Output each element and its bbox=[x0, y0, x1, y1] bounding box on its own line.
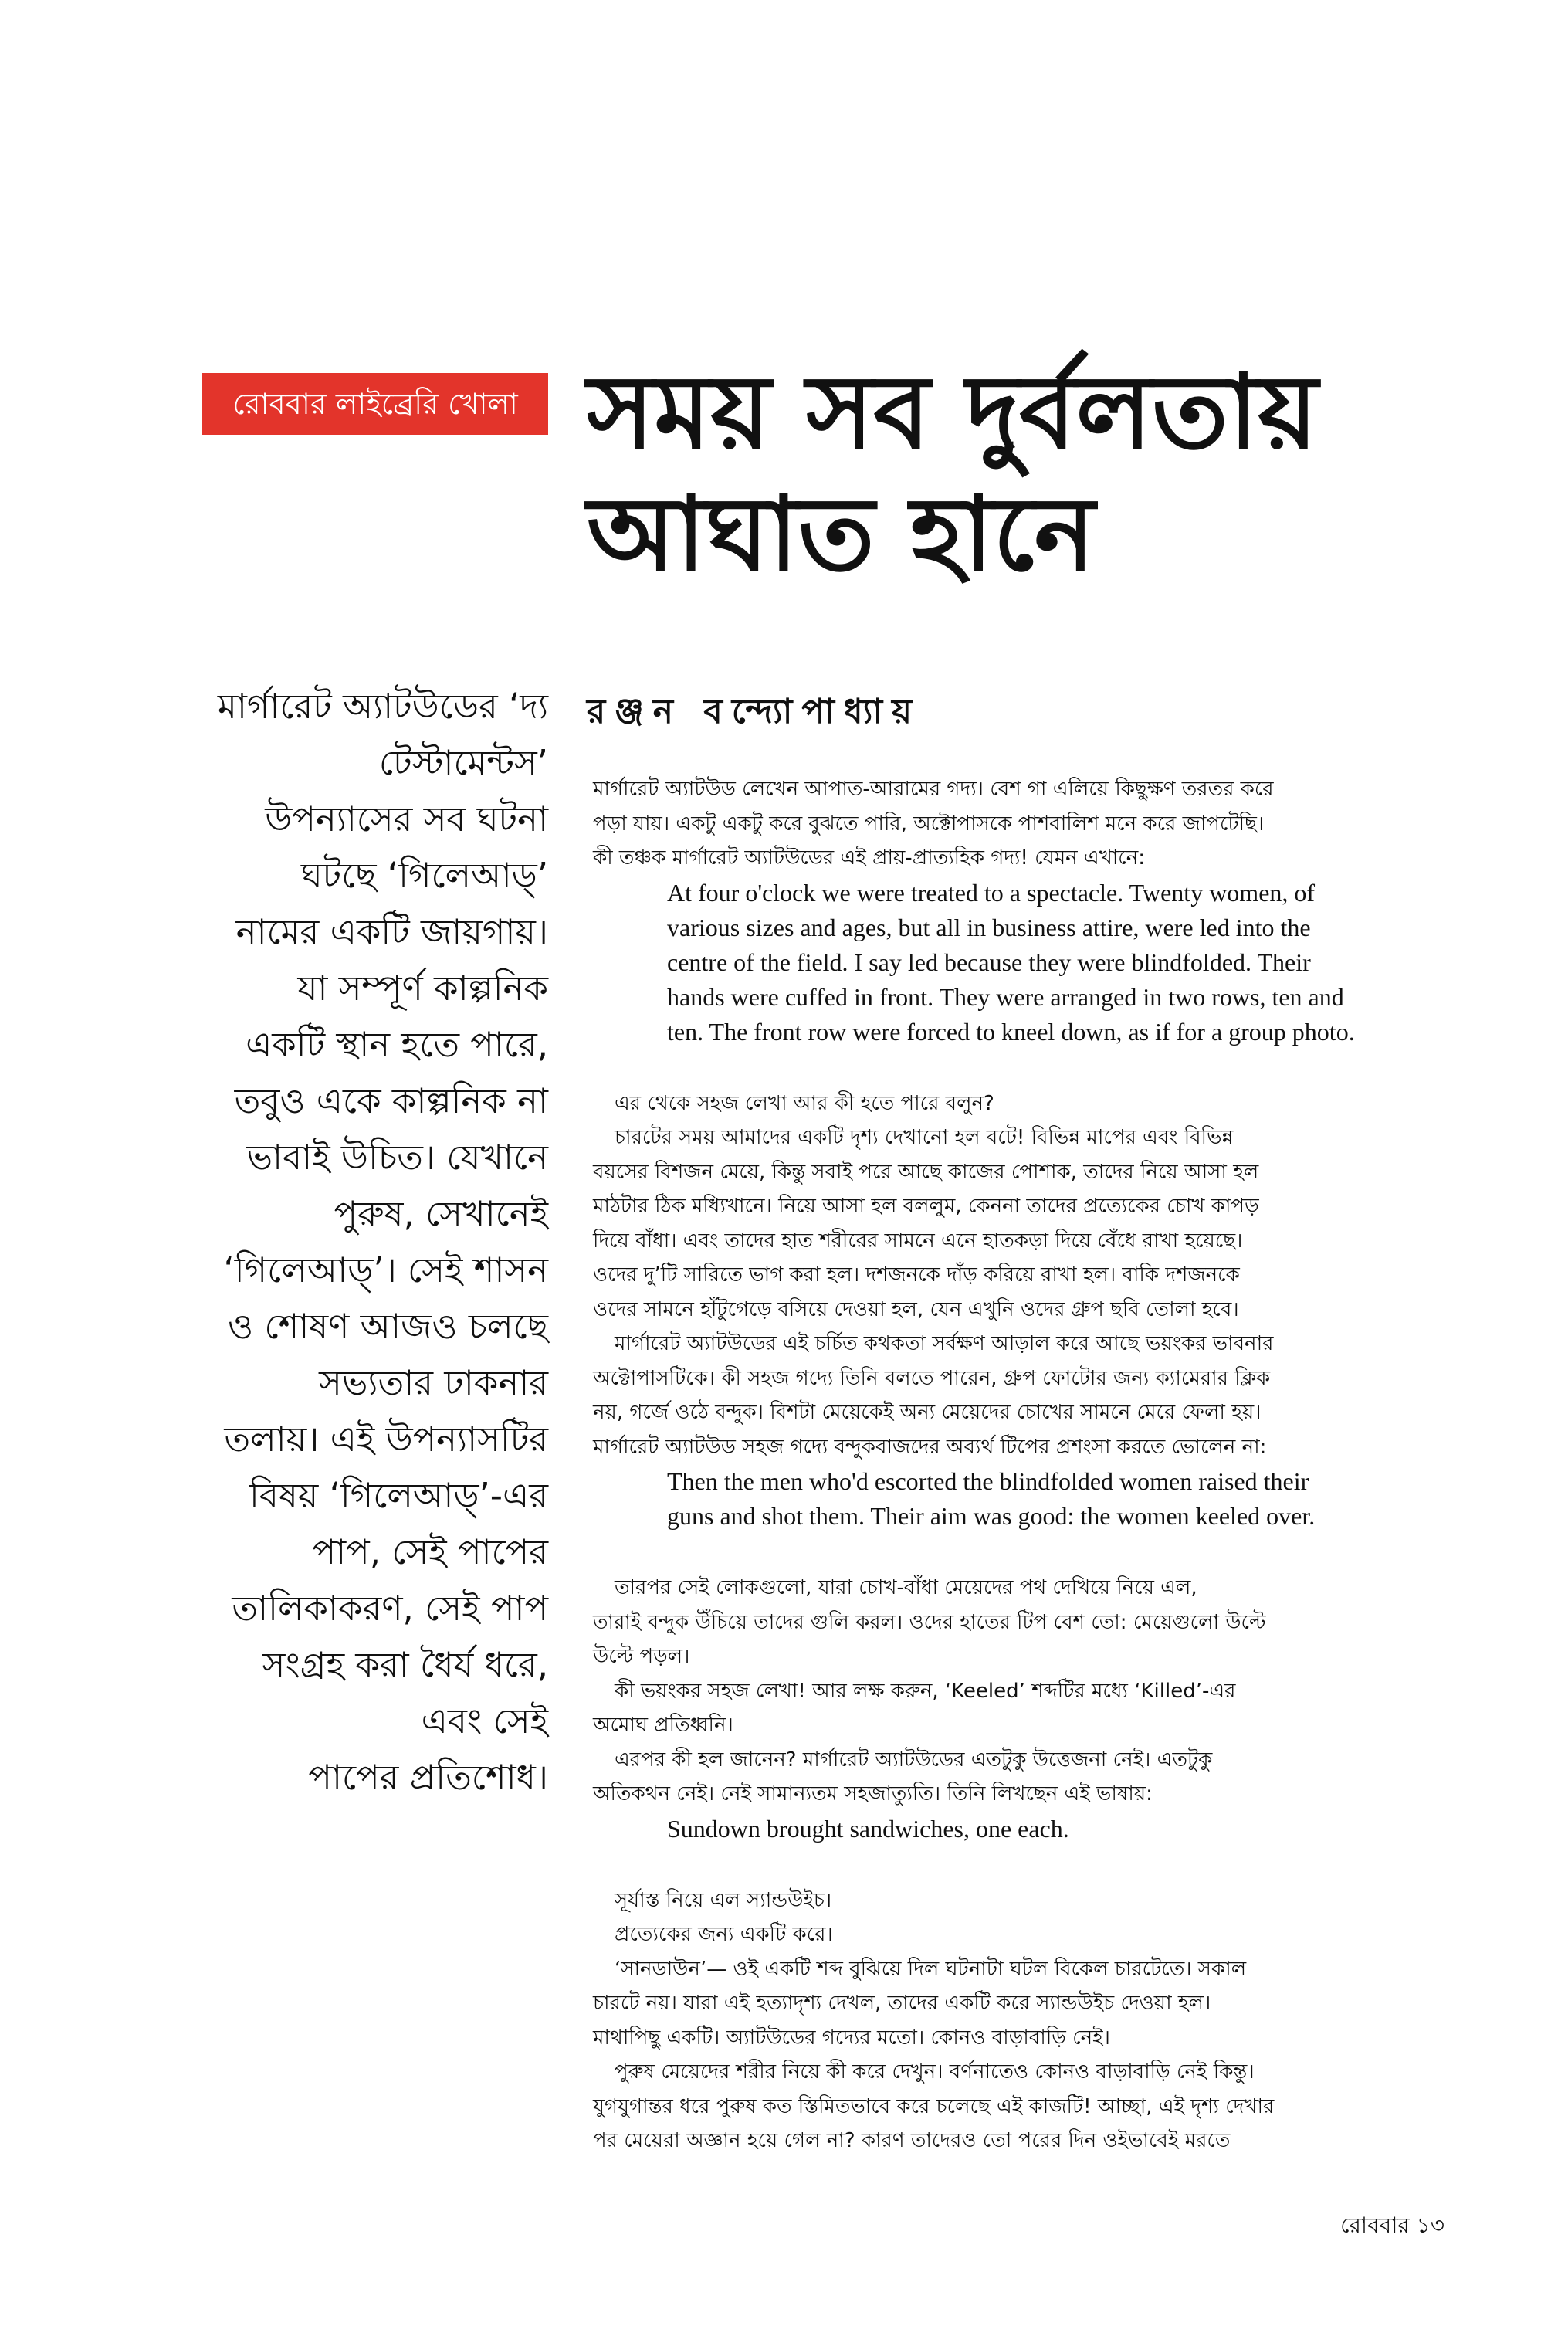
pull-quote-line: মার্গারেট অ্যাটউডের ‘দ্য bbox=[217, 686, 548, 727]
body-line: নয়, গর্জে ওঠে বন্দুক। বিশটা মেয়েকেই অন্য মেয়েদের চোখের সামনে মেরে ফেলা হয়। bbox=[593, 1401, 1262, 1424]
body-line: মার্গারেট অ্যাটউড সহজ গদ্যে বন্দুকবাজদের অব্যর্থ টিপের প্রশংসা করতে ভোলেন না: bbox=[593, 1435, 1267, 1459]
pull-quote-line: পাপ, সেই পাপের bbox=[312, 1531, 548, 1572]
body-line: এরপর কী হল জানেন? মার্গারেট অ্যাটউডের এতটুকু উত্তেজনা নেই। এতটুকু bbox=[615, 1748, 1213, 1772]
english-quote-2 bbox=[593, 1464, 1467, 1534]
body-line: কী ভয়ংকর সহজ লেখা! আর লক্ষ করুন, ‘Keeled’ শব্দটির মধ্যে ‘Killed’-এর bbox=[615, 1679, 1236, 1703]
body-line: ওদের দু’টি সারিতে ভাগ করা হল। দশজনকে দাঁড় করিয়ে রাখা হল। বাকি দশজনকে bbox=[593, 1263, 1240, 1287]
body-line: এর থেকে সহজ লেখা আর কী হতে পারে বলুন? bbox=[615, 1091, 994, 1115]
spacer bbox=[593, 1534, 1467, 1571]
quote-line: various sizes and ages, but all in business attire, were led into the bbox=[667, 913, 1311, 941]
pull-quote-line: বিষয় ‘গিলেআড্’-এর bbox=[249, 1475, 548, 1516]
pull-quote-line: ও শোষণ আজও চলছে bbox=[227, 1306, 548, 1347]
body-line: সূর্যাস্ত নিয়ে এল স্যান্ডউইচ। bbox=[615, 1888, 832, 1912]
body-line: উল্টে পড়ল। bbox=[593, 1645, 690, 1668]
pull-quote-line: নামের একটি জায়গায়। bbox=[235, 911, 548, 952]
article-body bbox=[593, 772, 1467, 2158]
body-line: মার্গারেট অ্যাটউড লেখেন আপাত-আরামের গদ্য। বেশ গা এলিয়ে কিছুক্ষণ তরতর করে bbox=[593, 778, 1274, 801]
pull-quote-line: সংগ্রহ করা ধৈর্য ধরে, bbox=[262, 1644, 548, 1685]
pull-quote-line: পাপের প্রতিশোধ। bbox=[308, 1757, 548, 1798]
paragraph-3 bbox=[593, 1571, 1467, 1812]
body-line: যুগযুগান্তর ধরে পুরুষ কত স্তিমিতভাবে করে চলেছে এই কাজটি! আচ্ছা, এই দৃশ্য দেখার bbox=[593, 2094, 1275, 2118]
body-line: অমোঘ প্রতিধ্বনি। bbox=[593, 1714, 733, 1737]
body-line: প্রত্যেকের জন্য একটি করে। bbox=[615, 1923, 833, 1946]
paragraph-2 bbox=[593, 1087, 1467, 1465]
pull-quote-line: এবং সেই bbox=[421, 1700, 548, 1741]
pull-quote-line: তলায়। এই উপন্যাসটির bbox=[224, 1419, 548, 1460]
english-quote-1 bbox=[593, 876, 1467, 1049]
body-line: দিয়ে বাঁধা। এবং তাদের হাত শরীরের সামনে এনে হাতকড়া দিয়ে বেঁধে রাখা হয়েছে। bbox=[593, 1229, 1243, 1253]
pull-quote-line: উপন্যাসের সব ঘটনা bbox=[265, 799, 548, 839]
body-line: মাঠটার ঠিক মধ্যিখানে। নিয়ে আসা হল বললুম, কেননা তাদের প্রত্যেকের চোখ কাপড় bbox=[593, 1195, 1259, 1218]
spacer bbox=[593, 1049, 1467, 1087]
body-line: কী তঞ্চক মার্গারেট অ্যাটউডের এই প্রায়-প্রাত্যহিক গদ্য! যেমন এখানে: bbox=[593, 846, 1146, 870]
section-tag: রোববার লাইব্রেরি খোলা bbox=[202, 373, 548, 435]
quote-line: Sundown brought sandwiches, one each. bbox=[667, 1814, 1069, 1843]
body-line: অতিকথন নেই। নেই সামান্যতম সহজাত্যুতি। তিনি লিখছেন এই ভাষায়: bbox=[593, 1782, 1153, 1806]
body-line: পুরুষ মেয়েদের শরীর নিয়ে কী করে দেখুন। বর্ণনাতেও কোনও বাড়াবাড়ি নেই কিন্তু। bbox=[615, 2060, 1255, 2084]
body-line: তারাই বন্দুক উঁচিয়ে তাদের গুলি করল। ওদের হাতের টিপ বেশ তো: মেয়েগুলো উল্টে bbox=[593, 1610, 1266, 1634]
quote-line: Then the men who'd escorted the blindfolded women raised their bbox=[667, 1467, 1309, 1495]
quote-line: ten. The front row were forced to kneel down, as if for a group photo. bbox=[667, 1017, 1355, 1046]
pull-quote-line: একটি স্থান হতে পারে, bbox=[246, 1024, 548, 1065]
pull-quote-line: সভ্যতার ঢাকনার bbox=[319, 1362, 548, 1403]
headline bbox=[587, 351, 1467, 595]
paragraph-4 bbox=[593, 1884, 1467, 2158]
spacer bbox=[593, 1846, 1467, 1884]
page-folio: রোববার ১৩ bbox=[1340, 2212, 1444, 2238]
paragraph-intro bbox=[593, 772, 1467, 876]
pull-quote-line: পুরুষ, সেখানেই bbox=[334, 1193, 548, 1234]
english-quote-3 bbox=[593, 1812, 1467, 1846]
body-line: পড়া যায়। একটু একটু করে বুঝতে পারি, অক্টোপাসকে পাশবালিশ মনে করে জাপটেছি। bbox=[593, 812, 1265, 836]
pull-quote-line: টেস্টামেন্টস’ bbox=[378, 742, 548, 783]
body-line: মার্গারেট অ্যাটউডের এই চর্চিত কথকতা সর্বক্ষণ আড়াল করে আছে ভয়ংকর ভাবনার bbox=[615, 1332, 1274, 1355]
pull-quote-line: তালিকাকরণ, সেই পাপ bbox=[232, 1588, 548, 1629]
body-line: পর মেয়েরা অজ্ঞান হয়ে গেল না? কারণ তাদেরও তো পরের দিন ওইভাবেই মরতে bbox=[593, 2129, 1231, 2152]
headline-line-2: আঘাত হানে bbox=[587, 475, 1096, 594]
pull-quote bbox=[116, 678, 548, 1806]
pull-quote-line: ‘গিলেআড্’। সেই শাসন bbox=[223, 1249, 548, 1290]
body-line: তারপর সেই লোকগুলো, যারা চোখ-বাঁধা মেয়েদের পথ দেখিয়ে নিয়ে এল, bbox=[615, 1576, 1197, 1599]
quote-line: hands were cuffed in front. They were arranged in two rows, ten and bbox=[667, 982, 1344, 1011]
body-line: ওদের সামনে হাঁটুগেড়ে বসিয়ে দেওয়া হল, যেন এখুনি ওদের গ্রুপ ছবি তোলা হবে। bbox=[593, 1297, 1239, 1321]
body-line: বয়সের বিশজন মেয়ে, কিন্তু সবাই পরে আছে কাজের পোশাক, তাদের নিয়ে আসা হল bbox=[593, 1160, 1259, 1184]
body-line: চারটে নয়। যারা এই হত্যাদৃশ্য দেখল, তাদের একটি করে স্যান্ডউইচ দেওয়া হল। bbox=[593, 1992, 1211, 2015]
quote-line: centre of the field. I say led because they were blindfolded. Their bbox=[667, 948, 1311, 976]
quote-line: At four o'clock we were treated to a spectacle. Twenty women, of bbox=[667, 878, 1316, 907]
body-line: ‘সানডাউন’— ওই একটি শব্দ বুঝিয়ে দিল ঘটনাটা ঘটল বিকেল চারটেতে। সকাল bbox=[615, 1957, 1247, 1981]
body-line: অক্টোপাসটিকে। কী সহজ গদ্যে তিনি বলতে পারেন, গ্রুপ ফোটোর জন্য ক্যামেরার ক্লিক bbox=[593, 1366, 1271, 1390]
byline: রঞ্জন বন্দ্যোপাধ্যায় bbox=[587, 692, 922, 731]
pull-quote-line: তবুও একে কাল্পনিক না bbox=[234, 1080, 548, 1121]
body-line: চারটের সময় আমাদের একটি দৃশ্য দেখানো হল বটে! বিভিন্ন মাপের এবং বিভিন্ন bbox=[615, 1126, 1234, 1149]
headline-line-1: সময় সব দুর্বলতায় bbox=[587, 353, 1319, 472]
pull-quote-line: যা সম্পূর্ণ কাল্পনিক bbox=[297, 968, 548, 1009]
quote-line: guns and shot them. Their aim was good: the women keeled over. bbox=[667, 1502, 1316, 1530]
pull-quote-line: ভাবাই উচিত। যেখানে bbox=[246, 1137, 548, 1178]
pull-quote-line: ঘটছে ‘গিলেআড্’ bbox=[300, 855, 548, 896]
body-line: মাথাপিছু একটি। অ্যাটউডের গদ্যের মতো। কোনও বাড়াবাড়ি নেই। bbox=[593, 2026, 1110, 2050]
